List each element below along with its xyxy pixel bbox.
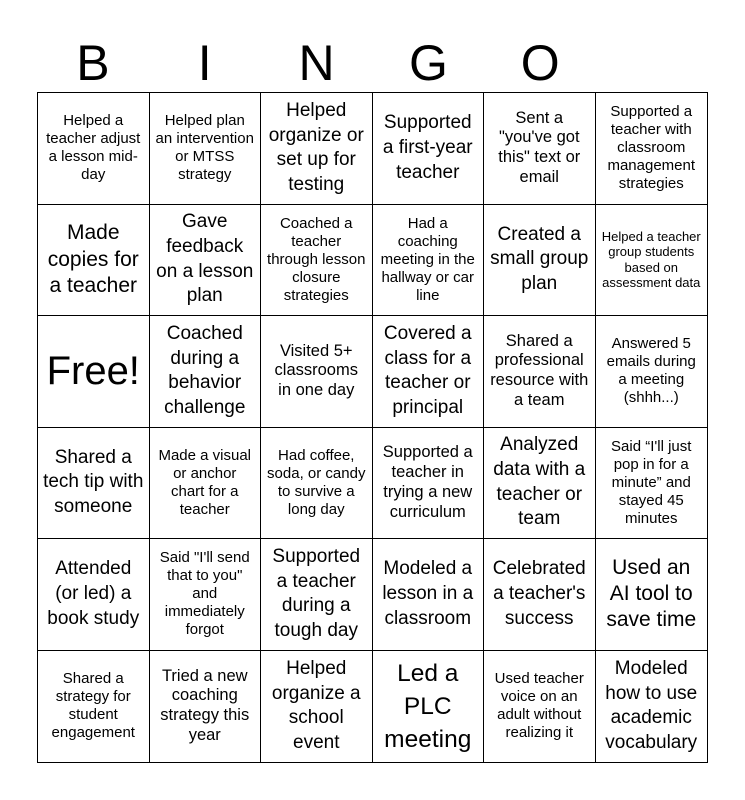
header-letter-o: O (520, 35, 560, 91)
bingo-cell[interactable]: Led a PLC meeting (373, 651, 485, 763)
bingo-cell[interactable]: Helped organize a school event (261, 651, 373, 763)
bingo-cell[interactable]: Created a small group plan (484, 205, 596, 317)
bingo-cell[interactable]: Had coffee, soda, or candy to survive a long day (261, 428, 373, 540)
bingo-cell[interactable]: Shared a tech tip with someone (38, 428, 150, 540)
bingo-card (37, 92, 708, 763)
bingo-cell[interactable]: Coached during a behavior challenge (150, 316, 262, 428)
bingo-cell[interactable]: Celebrated a teacher's success (484, 539, 596, 651)
bingo-cell[interactable]: Coached a teacher through lesson closure strategies (261, 205, 373, 317)
bingo-cell[interactable]: Covered a class for a teacher or principal (373, 316, 485, 428)
bingo-cell[interactable]: Sent a "you've got this" text or email (484, 93, 596, 205)
bingo-cell[interactable]: Modeled a lesson in a classroom (373, 539, 485, 651)
bingo-cell[interactable]: Said “I'll just pop in for a minute” and stayed 45 minutes (596, 428, 708, 540)
bingo-cell[interactable]: Gave feedback on a lesson plan (150, 205, 262, 317)
bingo-cell[interactable]: Made a visual or anchor chart for a teacher (150, 428, 262, 540)
bingo-cell[interactable]: Analyzed data with a teacher or team (484, 428, 596, 540)
bingo-cell[interactable]: Helped a teacher group students based on assessment data (596, 205, 708, 317)
bingo-cell[interactable]: Supported a teacher during a tough day (261, 539, 373, 651)
bingo-cell[interactable]: Modeled how to use academic vocabulary (605, 657, 698, 753)
bingo-cell[interactable]: Had a coaching meeting in the hallway or car line (373, 205, 485, 317)
bingo-cell[interactable]: Visited 5+ classrooms in one day (261, 316, 373, 428)
header-letter-b: B (76, 35, 110, 91)
free-space[interactable]: Free! (38, 316, 150, 428)
bingo-cell[interactable]: Attended (or led) a book study (38, 539, 150, 651)
bingo-cell[interactable]: Answered 5 emails during a meeting (shhh...) (596, 316, 708, 428)
bingo-cell[interactable]: Said "I'll send that to you" and immediately forgot (150, 539, 262, 651)
bingo-cell[interactable]: Helped organize or set up for testing (261, 93, 373, 205)
header-letter-n: N (298, 35, 335, 91)
bingo-header (37, 34, 708, 92)
bingo-cell[interactable]: Supported a first-year teacher (373, 93, 485, 205)
bingo-cell[interactable]: Used an AI tool to save time (596, 539, 708, 651)
bingo-cell[interactable]: Made copies for a teacher (38, 205, 150, 317)
header-letter-i: I (197, 35, 212, 91)
bingo-cell[interactable]: Supported a teacher in trying a new curriculum (373, 428, 485, 540)
header-letter-g: G (408, 35, 448, 91)
bingo-cell[interactable]: Helped plan an intervention or MTSS strategy (150, 93, 262, 205)
bingo-cell[interactable]: Tried a new coaching strategy this year (150, 651, 262, 763)
bingo-cell[interactable]: Helped a teacher adjust a lesson mid-day (38, 93, 150, 205)
bingo-cell[interactable]: Used teacher voice on an adult without realizing it (484, 651, 596, 763)
bingo-cell[interactable]: Shared a professional resource with a team (484, 316, 596, 428)
bingo-cell[interactable]: Supported a teacher with classroom management strategies (596, 93, 708, 205)
bingo-cell[interactable]: Shared a strategy for student engagement (38, 651, 150, 763)
